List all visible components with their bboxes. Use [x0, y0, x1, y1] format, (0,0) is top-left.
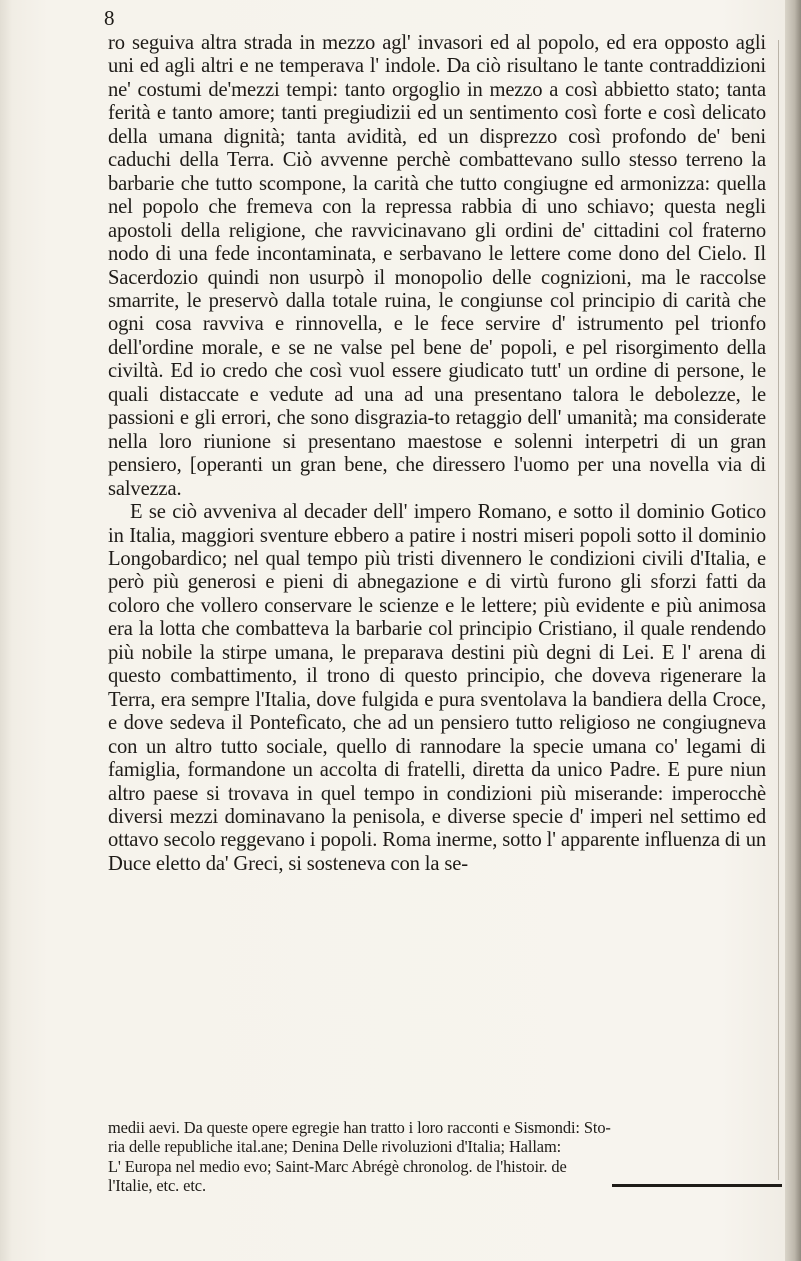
book-binding-edge: [785, 0, 801, 1261]
footnote-line-4: l'Italie, etc. etc.: [108, 1176, 206, 1196]
bottom-rule: [612, 1184, 782, 1187]
page-number: 8: [104, 6, 115, 30]
page-edge-line: [778, 40, 779, 1180]
page-left-shadow: [0, 0, 12, 1261]
footnote-line-1: medii aevi. Da queste opere egregie han tratto i loro racconti e Sismondi: Sto-: [108, 1118, 611, 1137]
paragraph-2: E se ciò avveniva al decader dell' impero Romano, e sotto il dominio Gotico in Italia, maggiori sventure ebbero a patire i nostri miseri popoli sotto il dominio Longobardico; nel qual tempo più tristi divennero le condizioni civili d'Italia, e però più generosi e pieni di abnegazione e di virtù furono gli sforzi fatti da coloro che vollero conservare le scienze e le lettere; più evidente e più animosa era la lotta che combatteva la barbarie col principio Cristiano, il quale rendendo più nobile la stirpe umana, le preparava destini più degni di Lei. E l' arena di questo combattimento, il trono di questo principio, che doveva rigenerare la Terra, era sempre l'Italia, dove fulgida e pura sventolava la bandiera della Croce, e dove sedeva il Pontefìcato, che ad un pensiero tutto religioso ne congiugneva con un altro tutto sociale, quello di rannodare la specie umana co' legami di famiglia, formandone un accolta di fratelli, diretta da unico Padre. E pure niun altro paese si trovava in quel tempo in condizioni più miserande: imperocchè diversi mezzi dominavano la penisola, e diverse specie d' imperi nel settimo ed ottavo secolo reggevano i popoli. Roma inerme, sotto l' apparente influenza di un Duce eletto da' Greci, si sosteneva con la se-: [108, 501, 766, 875]
paragraph-1: ro seguiva altra strada in mezzo agl' invasori ed al popolo, ed era opposto agli uni ed agli altri e ne temperava l' indole. Da ciò risultano le tante contraddizioni ne' costumi de'mezzi tempi: tanto orgoglio in mezzo a così abbietto stato; tanta ferità e tanto amore; tanti pregiudizii ed un sentimento così forte e così delicato della umana dignità; tanta avidità, ed un disprezzo così profondo de' beni caduchi della Terra. Ciò avvenne perchè combattevano sullo stesso terreno la barbarie che tutto scompone, la carità che tutto congiugne ed armonizza: quella nel popolo che fremeva con la repressa rabbia di uno schiavo; questa negli apostoli della religione, che ravvicinavano gli ordini de' cittadini col fraterno nodo di una fede incontaminata, e serbavano le lettere come dono del Cielo. Il Sacerdozio quindi non usurpò il monopolio delle cognizioni, ma le raccolse smarrite, le preservò dalla totale ruina, le congiunse col principio di carità che ogni cosa ravviva e rinnovella, e le fece servire d' istrumento pel trionfo dell'ordine morale, e se ne valse pel bene de' popoli, e pel risorgimento della civiltà. Ed io credo che così vuol essere giudicato tutt' un ordine di persone, le quali distaccate e vedute ad una ad una presentano talora le debolezze, le passioni e gli errori, che sono disgrazia-to retaggio dell' umanità; ma considerate nella loro riunione si presentano maestose e solenni interpetri di un gran pensiero, [operanti un gran bene, che diressero l'uomo per una novella via di salvezza.: [108, 32, 766, 500]
footnote-line-3: L' Europa nel medio evo; Saint-Marc Abrégè chronolog. de l'histoir. de: [108, 1156, 567, 1176]
main-text: [108, 32, 766, 876]
footnote-line-2: ria delle republiche ital.ane; Denina Delle rivoluzioni d'Italia; Hallam:: [108, 1137, 562, 1157]
